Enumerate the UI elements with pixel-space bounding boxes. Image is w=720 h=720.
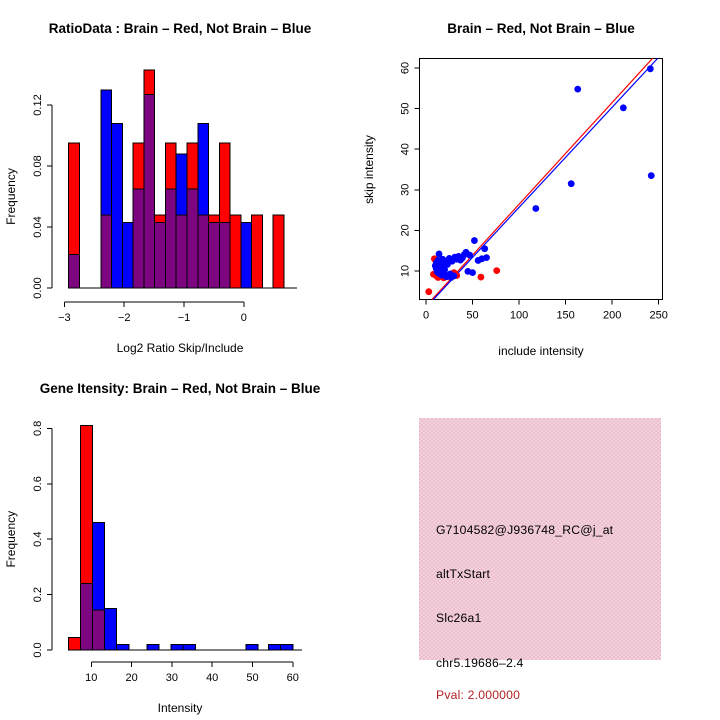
- x-tick-label: 0: [422, 309, 430, 322]
- histogram-bar-overlap: [165, 189, 176, 288]
- chart-title: Brain – Red, Not Brain – Blue: [447, 21, 635, 36]
- histogram-bar-overlap: [155, 222, 166, 288]
- histogram-bar-overlap: [209, 222, 220, 288]
- x-tick-label: 20: [125, 672, 138, 684]
- chart-title: RatioData : Brain – Red, Not Brain – Blue: [48, 21, 312, 36]
- scatter-point-not-brain: [451, 272, 458, 279]
- histogram-bar: [241, 222, 252, 288]
- histogram-bar: [122, 222, 133, 288]
- scatter-point-not-brain: [483, 254, 490, 261]
- x-axis-label: Intensity: [157, 701, 203, 715]
- chart-title: Gene Itensity: Brain – Red, Not Brain – Blue: [39, 381, 321, 396]
- y-axis-label: skip intensity: [362, 135, 376, 204]
- plot-box: [419, 58, 662, 299]
- histogram-bar-overlap: [80, 584, 92, 650]
- x-axis-label: include intensity: [498, 344, 584, 358]
- y-tick-label: 0.4: [32, 531, 44, 547]
- y-tick-label: 0.0: [32, 642, 44, 658]
- y-tick-label: 60: [399, 61, 412, 75]
- histogram-bar: [105, 608, 117, 650]
- x-axis-label: Log2 Ratio Skip/Include: [116, 341, 244, 355]
- histogram-bar: [273, 215, 284, 288]
- histogram-bar: [252, 215, 263, 288]
- histogram-bar: [68, 638, 80, 650]
- scatter-point-not-brain: [469, 269, 476, 276]
- histogram-bar-overlap: [101, 215, 112, 288]
- y-tick-label: 50: [399, 102, 412, 115]
- scatter-point-not-brain: [574, 86, 581, 93]
- y-tick-label: 40: [399, 143, 412, 156]
- scatter-point-brain: [493, 267, 500, 274]
- regression-line-brain-fit: [432, 58, 653, 299]
- histogram-bar-overlap: [133, 189, 144, 288]
- histogram-bar-overlap: [144, 94, 155, 288]
- x-tick-label: 200: [602, 309, 622, 322]
- histogram-bar: [183, 644, 195, 650]
- y-tick-label: 0.8: [32, 420, 44, 437]
- y-tick-label: 0.08: [32, 155, 44, 177]
- histogram-bar-overlap: [176, 215, 187, 288]
- histogram-bar: [230, 215, 241, 288]
- x-tick-label: 10: [85, 672, 98, 684]
- scatter-point-not-brain: [466, 252, 473, 259]
- scatter-point-not-brain: [647, 65, 654, 72]
- y-tick-label: 0.2: [32, 586, 44, 603]
- gene-info-panel: [360, 360, 720, 720]
- scatter-point-not-brain: [620, 104, 627, 111]
- histogram-bar: [112, 123, 123, 288]
- histogram-bar: [117, 644, 129, 650]
- histogram-bar: [269, 644, 281, 650]
- ratio-histogram-panel: [0, 0, 360, 360]
- regression-line-not-brain-fit: [433, 58, 657, 299]
- histogram-bar-overlap: [198, 215, 209, 288]
- histogram-bar: [171, 644, 183, 650]
- y-axis-label: Frequency: [4, 168, 18, 225]
- y-tick-label: 10: [399, 264, 412, 278]
- x-tick-label: 100: [509, 309, 529, 322]
- gene-intensity-histogram-chart: [0, 360, 360, 720]
- intensity-scatter-panel: [360, 0, 720, 360]
- histogram-bar-overlap: [187, 189, 198, 288]
- histogram-bar-overlap: [93, 610, 105, 650]
- histogram-bar: [281, 644, 293, 650]
- gene-intensity-histogram-panel: [0, 360, 360, 720]
- scatter-point-not-brain: [532, 205, 539, 212]
- x-tick-label: 150: [556, 309, 575, 322]
- y-tick-label: 0.04: [32, 216, 44, 238]
- scatter-point-brain: [425, 288, 432, 295]
- y-tick-label: 0.6: [32, 476, 44, 492]
- x-tick-label: 250: [649, 309, 668, 322]
- scatter-point-not-brain: [568, 180, 575, 187]
- x-tick-label: −1: [177, 312, 191, 324]
- x-tick-label: 50: [246, 672, 259, 684]
- intensity-scatter-chart: [360, 0, 720, 360]
- event-type-text: altTxStart: [436, 567, 491, 581]
- x-tick-label: 50: [466, 309, 479, 322]
- y-axis-label: Frequency: [4, 510, 18, 568]
- scatter-point-brain: [478, 274, 485, 281]
- pval-text: Pval: 2.000000: [436, 688, 521, 702]
- probe-id-text: G7104582@J936748_RC@j_at: [436, 523, 614, 537]
- y-tick-label: 0.12: [32, 94, 44, 116]
- y-tick-label: 30: [399, 183, 412, 196]
- gene-name-text: Slc26a1: [436, 611, 482, 625]
- scatter-point-not-brain: [481, 245, 488, 252]
- x-tick-label: 40: [206, 672, 219, 684]
- histogram-bar-overlap: [219, 222, 230, 288]
- x-tick-label: 30: [165, 672, 179, 684]
- histogram-bar-overlap: [69, 254, 80, 288]
- locus-text: chr5.19686–2.4: [436, 656, 524, 670]
- x-tick-label: 60: [286, 672, 299, 684]
- histogram-bar: [147, 644, 159, 650]
- scatter-point-not-brain: [471, 237, 478, 244]
- x-tick-label: −3: [58, 312, 71, 324]
- x-tick-label: −2: [117, 312, 131, 324]
- ratio-histogram-chart: [0, 0, 360, 360]
- histogram-bar: [246, 644, 258, 650]
- y-tick-label: 20: [399, 224, 412, 237]
- y-tick-label: 0.00: [32, 277, 44, 299]
- x-tick-label: 0: [240, 312, 247, 324]
- scatter-point-not-brain: [648, 172, 655, 179]
- gene-info-box: [419, 418, 661, 702]
